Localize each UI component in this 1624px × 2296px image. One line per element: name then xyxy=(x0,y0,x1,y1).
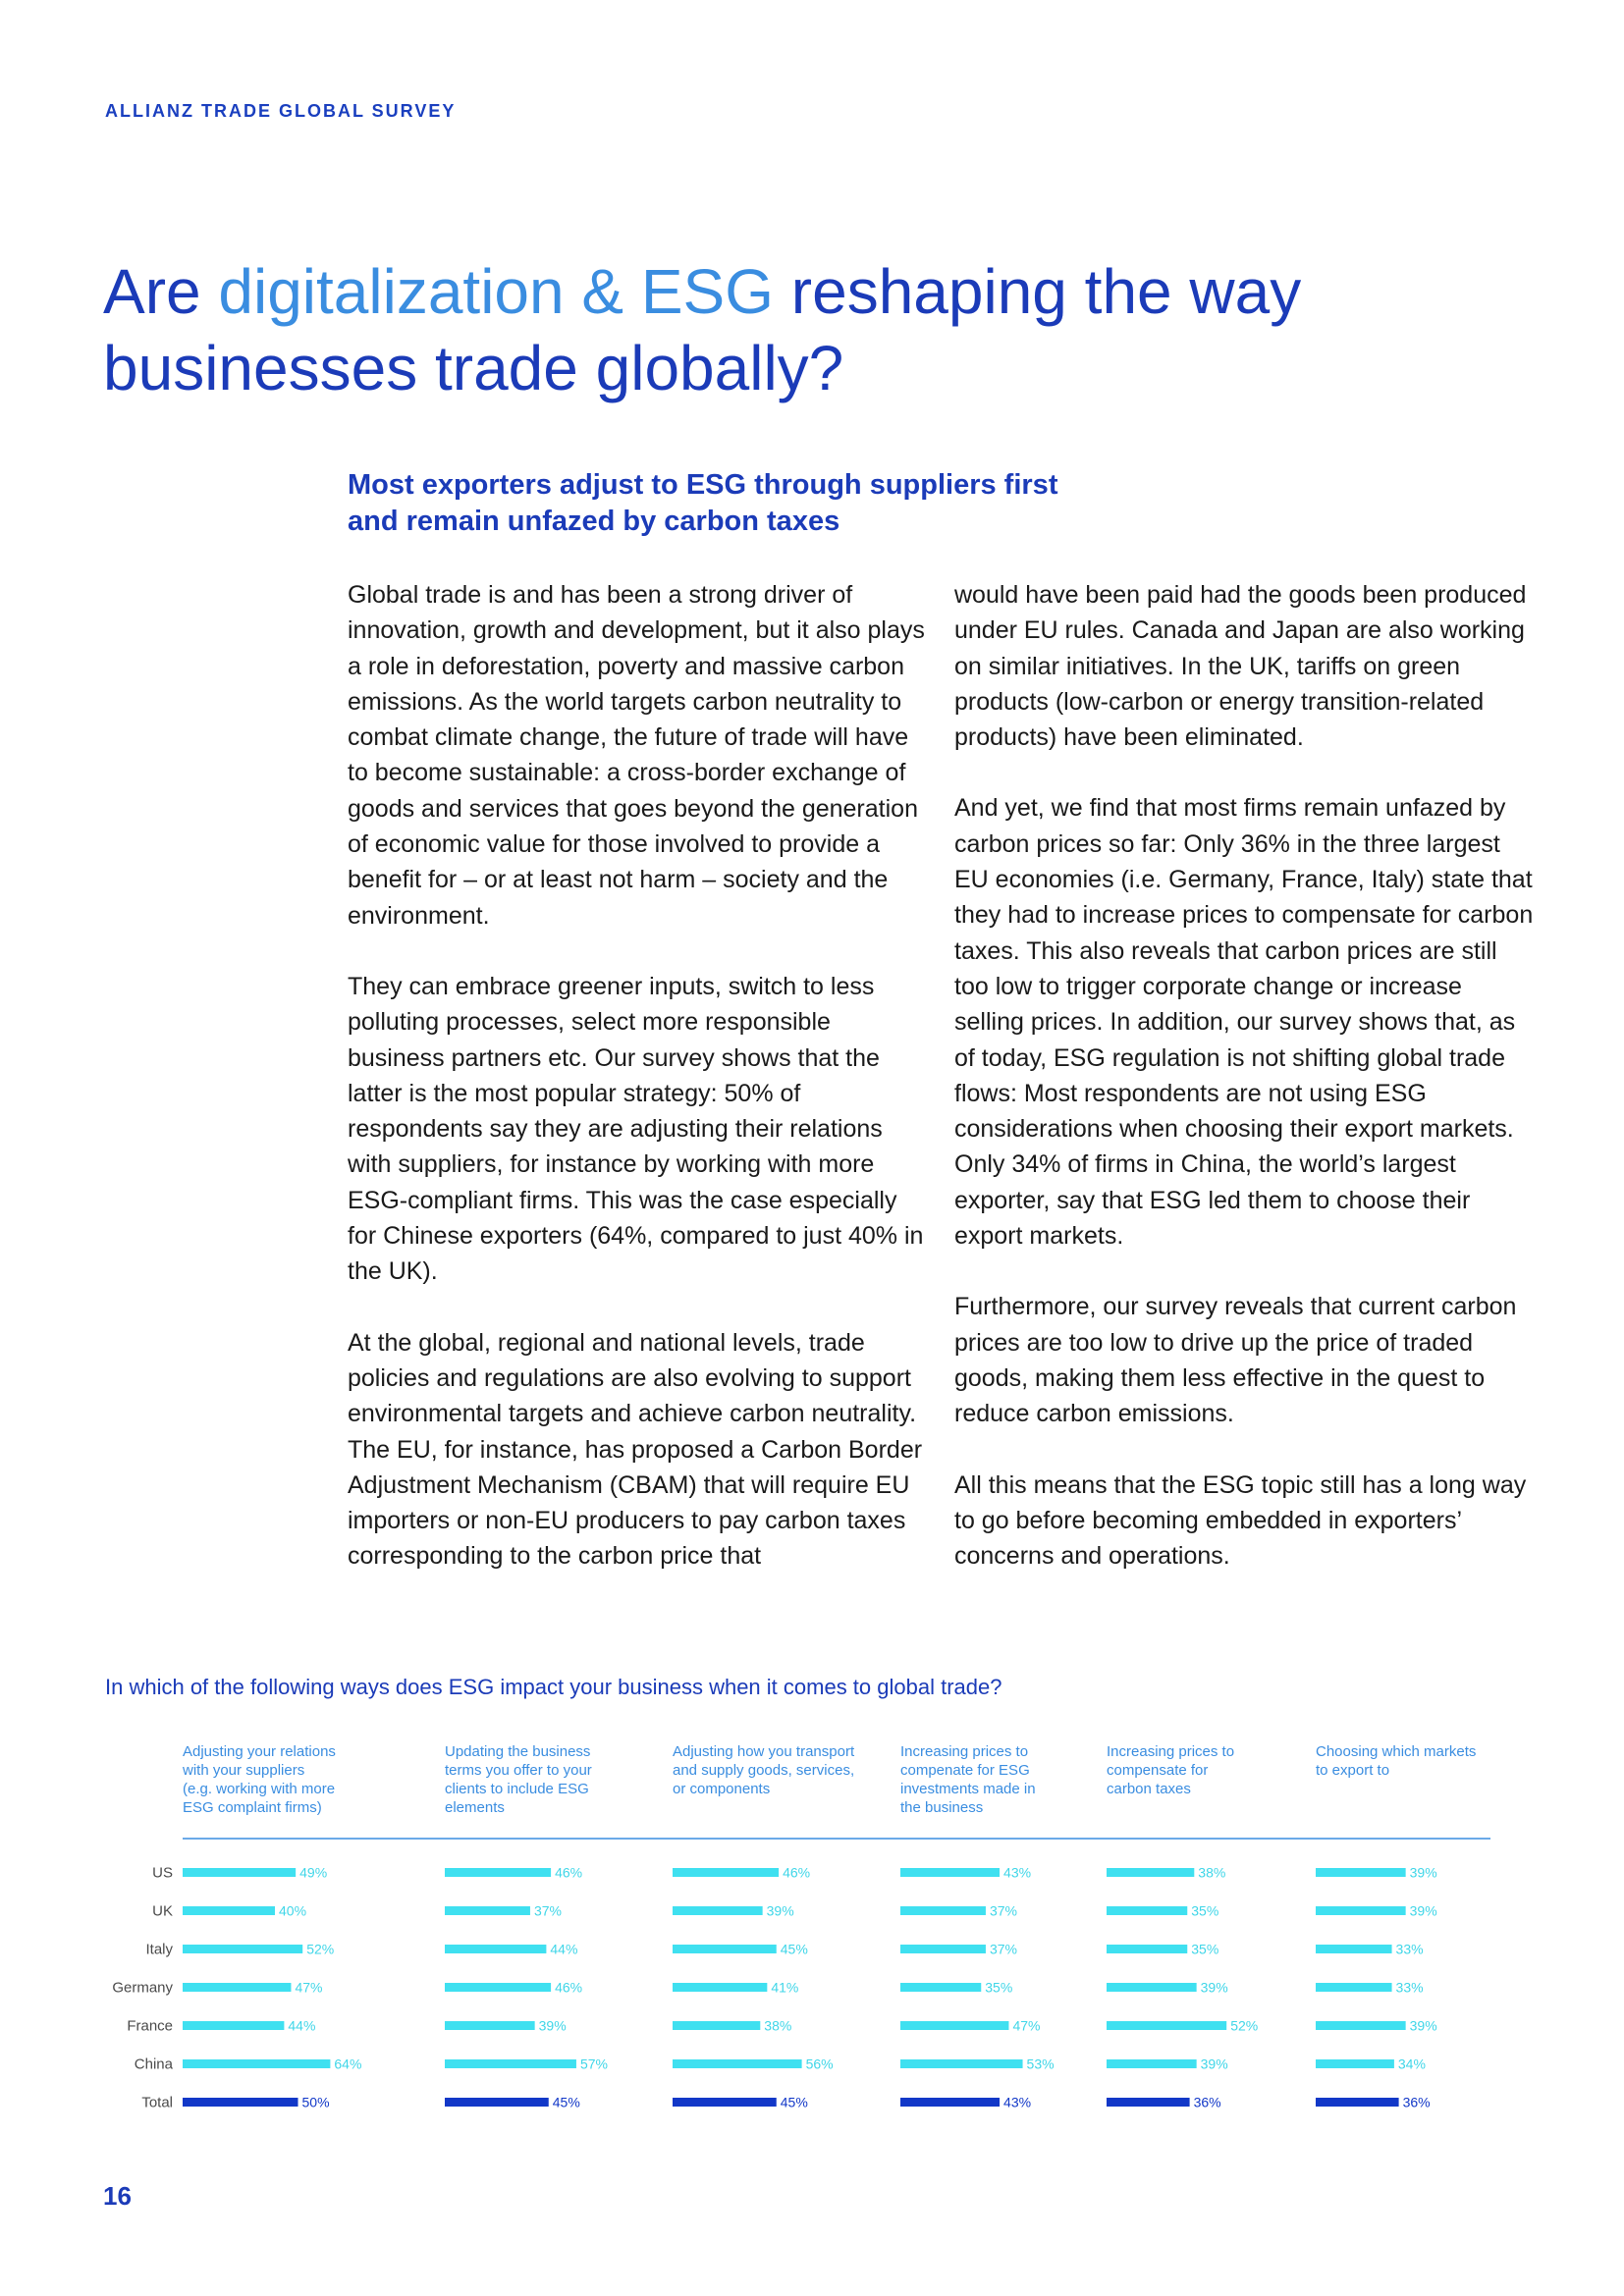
data-label: 46% xyxy=(555,1864,583,1881)
bar xyxy=(183,1983,291,1992)
data-label: 53% xyxy=(1026,2056,1055,2072)
series-label: Updating the business xyxy=(445,1743,591,1760)
bar xyxy=(900,1983,981,1992)
data-label: 46% xyxy=(783,1864,811,1881)
data-label: 37% xyxy=(533,1902,562,1919)
data-label: 47% xyxy=(1012,2017,1041,2034)
bar xyxy=(445,1868,551,1877)
bar xyxy=(183,2021,284,2030)
data-label: 36% xyxy=(1402,2094,1431,2110)
data-label: 39% xyxy=(1200,1979,1228,1996)
bar xyxy=(445,1945,546,1953)
data-label: 39% xyxy=(766,1902,794,1919)
bar xyxy=(673,1983,767,1992)
data-label: 36% xyxy=(1193,2094,1221,2110)
bar xyxy=(673,2098,777,2107)
data-label: 43% xyxy=(1003,2094,1032,2110)
body-paragraph: They can embrace greener inputs, switch to less polluting processes, select more responsible business partners etc. Our survey shows that the latter is the most popular strategy: 50% of respondents say they are adjusting their relations with suppliers, for instance by working with more ESG-compliant firms. This was the case especially for Chinese exporters (64%, compared to just 40% in the UK). xyxy=(348,972,924,1286)
series-label: Increasing prices to xyxy=(900,1743,1029,1760)
category-label: US xyxy=(152,1864,173,1882)
series-label: Adjusting your relations xyxy=(183,1743,336,1760)
bar xyxy=(1316,1868,1406,1877)
data-label: 52% xyxy=(1230,2017,1259,2034)
bar xyxy=(1316,2059,1394,2068)
bar xyxy=(673,2021,760,2030)
data-label: 45% xyxy=(552,2094,580,2110)
data-label: 45% xyxy=(780,1941,808,1957)
bar xyxy=(1316,1945,1392,1953)
data-label: 35% xyxy=(985,1979,1013,1996)
bar xyxy=(183,2059,330,2068)
bar xyxy=(1107,2059,1197,2068)
category-label: Italy xyxy=(145,1941,173,1958)
data-label: 43% xyxy=(1003,1864,1032,1881)
series-label: elements xyxy=(445,1799,505,1816)
bar xyxy=(900,2021,1008,2030)
bar xyxy=(1316,2021,1406,2030)
series-label: to export to xyxy=(1316,1762,1390,1779)
bar xyxy=(900,1906,986,1915)
bar xyxy=(673,1868,779,1877)
title-part2: reshaping the way businesses trade globally? xyxy=(103,256,1302,403)
data-label: 56% xyxy=(805,2056,834,2072)
data-label: 44% xyxy=(288,2017,316,2034)
body-paragraph: All this means that the ESG topic still has a long way to go before becoming embedded in exporters’ concerns and operations. xyxy=(954,1470,1527,1571)
title-highlight: digitalization & ESG xyxy=(218,256,774,327)
body-paragraph: At the global, regional and national levels, trade policies and regulations are also evolving to support environmental targets and achieve carbon neutrality. The EU, for instance, has proposed a Carbon Border Adjustment Mechanism (CBAM) that will require EU importers or non-EU producers to pay carbon taxes corresponding to the carbon price that xyxy=(348,1328,923,1571)
series-label: Adjusting how you transport xyxy=(673,1743,855,1760)
series-label: terms you offer to your xyxy=(445,1762,592,1779)
category-label: Total xyxy=(141,2094,173,2111)
data-label: 47% xyxy=(295,1979,323,1996)
data-label: 39% xyxy=(1409,1864,1437,1881)
data-label: 45% xyxy=(780,2094,808,2110)
series-label: (e.g. working with more xyxy=(183,1781,336,1797)
bar xyxy=(900,1868,1000,1877)
series-label: carbon taxes xyxy=(1107,1781,1191,1797)
section-heading-line1: Most exporters adjust to ESG through suppliers first xyxy=(348,469,1058,501)
category-label: France xyxy=(127,2017,173,2035)
header-label: ALLIANZ TRADE GLOBAL SURVEY xyxy=(105,101,457,121)
bar xyxy=(900,2059,1023,2068)
data-label: 38% xyxy=(1198,1864,1226,1881)
category-label: China xyxy=(134,2056,173,2073)
data-label: 52% xyxy=(306,1941,335,1957)
data-label: 33% xyxy=(1395,1979,1424,1996)
bar xyxy=(1316,1906,1406,1915)
data-label: 37% xyxy=(989,1941,1017,1957)
series-label: the business xyxy=(900,1799,984,1816)
bar xyxy=(183,2098,298,2107)
data-label: 39% xyxy=(1200,2056,1228,2072)
data-label: 46% xyxy=(555,1979,583,1996)
body-paragraph: would have been paid had the goods been produced under EU rules. Canada and Japan are also working on similar initiatives. In the UK, tariffs on green products (low-carbon or energy transition-related products) have been eliminated. xyxy=(954,581,1527,752)
bar xyxy=(1107,2098,1190,2107)
bar xyxy=(445,2021,535,2030)
body-paragraph: And yet, we find that most firms remain unfazed by carbon prices so far: Only 36% in the three largest EU economies (i.e. Germany, France, Italy) state that they had to increase prices to compensate for carbon taxes. This also reveals that carbon prices are still too low to trigger corporate change or increase selling prices. In addition, our survey shows that, as of today, ESG regulation is not shifting global trade flows: Most respondents are not using ESG considerations when choosing their export markets. Only 34% of firms in China, the world’s largest exporter, say that ESG led them to choose their export markets. xyxy=(954,794,1534,1251)
data-label: 39% xyxy=(538,2017,567,2034)
series-label: clients to include ESG xyxy=(445,1781,589,1797)
series-label: and supply goods, services, xyxy=(673,1762,855,1779)
bar xyxy=(1316,2098,1399,2107)
bar xyxy=(183,1906,275,1915)
data-label: 35% xyxy=(1191,1941,1219,1957)
category-label: Germany xyxy=(112,1979,173,1997)
data-label: 37% xyxy=(989,1902,1017,1919)
body-paragraph: Global trade is and has been a strong driver of innovation, growth and development, but it also plays a role in deforestation, poverty and massive carbon emissions. As the world targets carbon neutrality to combat climate change, the future of trade will have to become sustainable: a cross-border exchange of goods and services that goes beyond the generation of economic value for those involved to provide a benefit for – or at least not harm – society and the environment. xyxy=(348,581,925,930)
chart-question: In which of the following ways does ESG impact your business when it comes to global trade? xyxy=(105,1675,1002,1699)
series-label: with your suppliers xyxy=(183,1762,305,1779)
series-label: investments made in xyxy=(900,1781,1036,1797)
page-number: 16 xyxy=(103,2181,132,2211)
data-label: 34% xyxy=(1397,2056,1426,2072)
bar xyxy=(183,1868,296,1877)
series-label: Choosing which markets xyxy=(1316,1743,1477,1760)
bar xyxy=(900,2098,1000,2107)
bar xyxy=(1107,1906,1187,1915)
data-label: 50% xyxy=(301,2094,330,2110)
body-paragraph: Furthermore, our survey reveals that current carbon prices are too low to drive up the price of traded goods, making them less effective in the quest to reduce carbon emissions. xyxy=(954,1293,1517,1428)
data-label: 38% xyxy=(764,2017,792,2034)
category-label: UK xyxy=(152,1902,173,1920)
data-label: 35% xyxy=(1191,1902,1219,1919)
bar xyxy=(445,1983,551,1992)
bar xyxy=(673,1945,777,1953)
data-label: 39% xyxy=(1409,2017,1437,2034)
bar xyxy=(1107,1983,1197,1992)
bar xyxy=(445,2059,576,2068)
bar xyxy=(673,1906,763,1915)
series-label: Increasing prices to xyxy=(1107,1743,1235,1760)
data-label: 57% xyxy=(579,2056,608,2072)
series-label: compenate for ESG xyxy=(900,1762,1030,1779)
bar xyxy=(1107,2021,1226,2030)
data-label: 41% xyxy=(771,1979,799,1996)
data-label: 39% xyxy=(1409,1902,1437,1919)
bar xyxy=(183,1945,302,1953)
bar xyxy=(673,2059,802,2068)
series-label: compensate for xyxy=(1107,1762,1209,1779)
series-label: or components xyxy=(673,1781,771,1797)
data-label: 64% xyxy=(334,2056,362,2072)
title-part1: Are xyxy=(103,256,219,327)
data-label: 33% xyxy=(1395,1941,1424,1957)
data-label: 44% xyxy=(550,1941,578,1957)
bar xyxy=(900,1945,986,1953)
data-label: 40% xyxy=(279,1902,307,1919)
data-label: 49% xyxy=(299,1864,328,1881)
series-label: ESG complaint firms) xyxy=(183,1799,322,1816)
section-heading-line2: and remain unfazed by carbon taxes xyxy=(348,506,840,537)
bar xyxy=(1107,1868,1194,1877)
bar xyxy=(445,2098,549,2107)
bar xyxy=(1107,1945,1187,1953)
bar xyxy=(1316,1983,1392,1992)
bar xyxy=(445,1906,530,1915)
